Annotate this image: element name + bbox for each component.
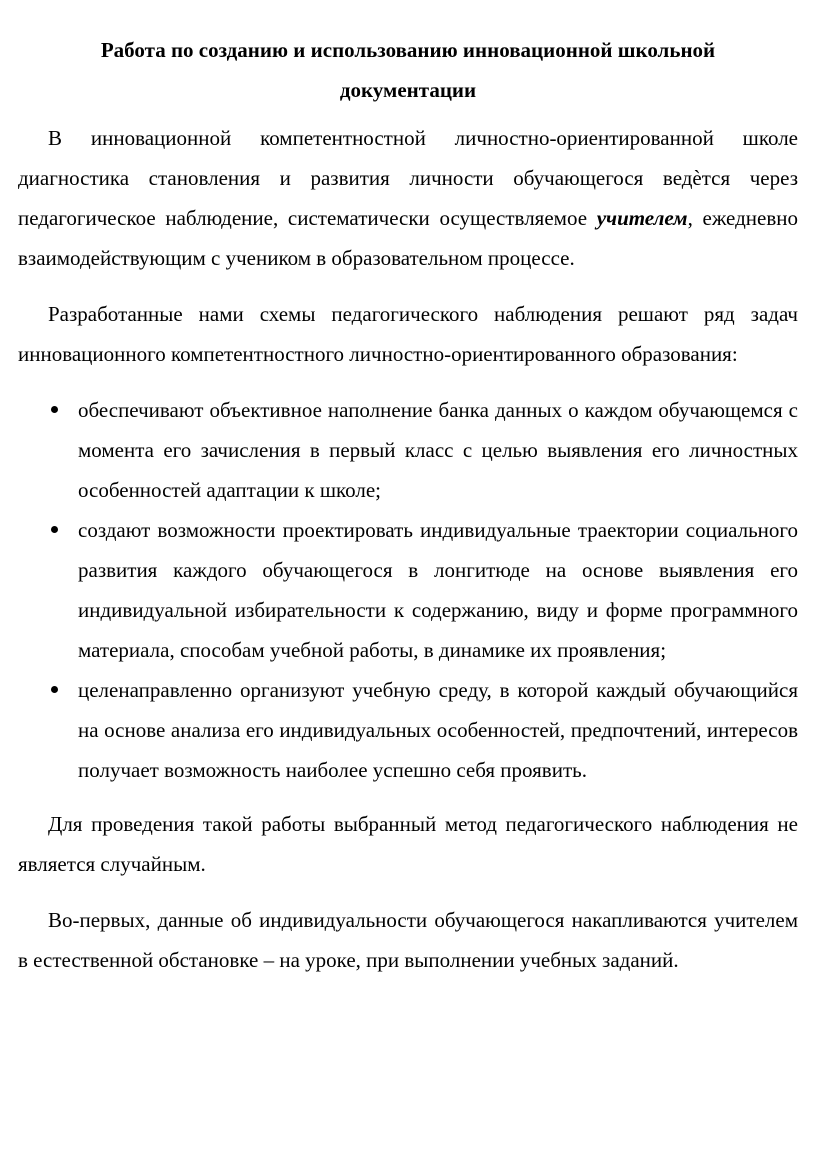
bullet-icon xyxy=(51,526,58,533)
paragraph-method: Для проведения такой работы выбранный метод педагогического наблюдения не является случайным. xyxy=(18,812,798,876)
list-item xyxy=(78,670,798,790)
title-line-2: документации xyxy=(339,78,477,102)
list-item xyxy=(78,390,798,510)
page-title xyxy=(18,30,798,110)
list-item-text: целенаправленно организуют учебную среду, в которой каждый обучающийся на основе анализа его индивидуальных особенностей, предпочтений, интересов получает возможность наиболее успешно себя проявить. xyxy=(78,678,798,782)
emphasis-teacher: учителем xyxy=(596,206,688,230)
paragraph-intro-text: В инновационной компетентностной личностно-ориентированной школе диагностика становления и развития личности обучающегося ведѐтся через педагогическое наблюдение, систематически осуществляемое xyxy=(18,126,798,230)
list-item-text: обеспечивают объективное наполнение банка данных о каждом обучающемся с момента его зачисления в первый класс с целью выявления его личностных особенностей адаптации к школе; xyxy=(78,398,798,502)
paragraph-schemes: Разработанные нами схемы педагогического наблюдения решают ряд задач инновационного компетентностного личностно-ориентированного образования: xyxy=(18,302,798,366)
paragraph-intro xyxy=(18,118,798,278)
title-line-1: Работа по созданию и использованию инновационной школьной xyxy=(100,38,716,62)
list-item-text: создают возможности проектировать индивидуальные траектории социального развития каждого обучающегося в лонгитюде на основе выявления его индивидуальной избирательности к содержанию, виду и форме программного материала, способам учебной работы, в динамике их проявления; xyxy=(78,518,798,662)
list-item xyxy=(78,510,798,670)
paragraph-intro-tail: , ежедневно взаимодействующим с учеником в образовательном процессе. xyxy=(18,206,798,270)
bullet-icon xyxy=(51,406,58,413)
bullet-icon xyxy=(51,686,58,693)
paragraph-first-reason: Во-первых, данные об индивидуальности обучающегося накапливаются учителем в естественной обстановке – на уроке, при выполнении учебных заданий. xyxy=(18,908,798,972)
task-bullet-list xyxy=(18,390,798,790)
